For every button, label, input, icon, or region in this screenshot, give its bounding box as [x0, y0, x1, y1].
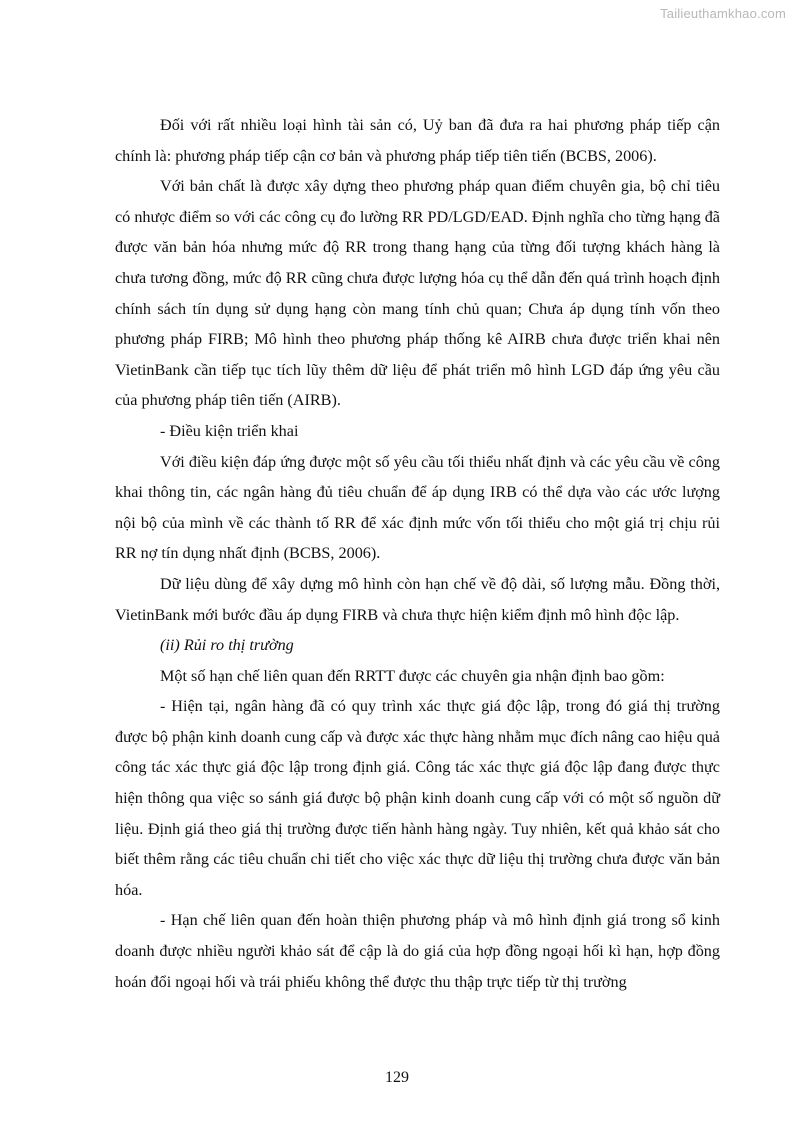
section-heading-market-risk: (ii) Rủi ro thị trường: [160, 636, 294, 655]
paragraph-market-risk-intro: Một số hạn chế liên quan đến RRTT được các chuyên gia nhận định bao gồm:: [160, 666, 665, 685]
paragraph-data-limits: Dữ liệu dùng để xây dựng mô hình còn hạn chế về độ dài, số lượng mẫu. Đồng thời, VietinBank mới bước đầu áp dụng FIRB và chưa thực hiện kiểm định mô hình độc lập.: [115, 574, 720, 624]
paragraph-valuation-limits: - Hạn chế liên quan đến hoàn thiện phương pháp và mô hình định giá trong sổ kinh doanh được nhiều người khảo sát để cập là do giá của hợp đồng ngoại hối kì hạn, hợp đồng hoán đổi ngoại hối và trái phiếu không thể được thu thập trực tiếp từ thị trường: [115, 911, 720, 991]
paragraph-irb-conditions: Với điều kiện đáp ứng được một số yêu cầu tối thiểu nhất định và các yêu cầu về công khai thông tin, các ngân hàng đủ tiêu chuẩn để áp dụng IRB có thể dựa vào các ước lượng nội bộ của mình về các thành tố RR để xác định mức vốn tối thiểu cho một giá trị chịu rủi RR nợ tín dụng nhất định (BCBS, 2006).: [115, 452, 720, 563]
page-number: 129: [385, 1069, 409, 1086]
document-body: [115, 110, 720, 997]
watermark-text: Tailieuthamkhao.com: [660, 6, 786, 21]
paragraph-expert-method: Với bản chất là được xây dựng theo phương pháp quan điểm chuyên gia, bộ chỉ tiêu có nhược điểm so với các công cụ đo lường RR PD/LGD/EAD. Định nghĩa cho từng hạng đã được văn bản hóa nhưng mức độ RR trong thang hạng của từng đối tượng khách hàng là chưa tương đồng, mức độ RR cũng chưa được lượng hóa cụ thể dẫn đến quá trình hoạch định chính sách tín dụng sử dụng hạng còn mang tính chủ quan; Chưa áp dụng tính vốn theo phương pháp FIRB; Mô hình theo phương pháp thống kê AIRB chưa được triển khai nên VietinBank cần tiếp tục tích lũy thêm dữ liệu để phát triển mô hình LGD đáp ứng yêu cầu của phương pháp tiên tiến (AIRB).: [115, 177, 720, 410]
paragraph-price-verification: - Hiện tại, ngân hàng đã có quy trình xác thực giá độc lập, trong đó giá thị trường được bộ phận kinh doanh cung cấp và được xác thực hàng nhằm mục đích nâng cao hiệu quả công tác xác thực giá độc lập trong định giá. Công tác xác thực giá độc lập đang được thực hiện thông qua việc so sánh giá được bộ phận kinh doanh cung cấp với có một số nguồn dữ liệu. Định giá theo giá thị trường được tiến hành hàng ngày. Tuy nhiên, kết quả khảo sát cho biết thêm rằng các tiêu chuẩn chi tiết cho việc xác thực dữ liệu thị trường chưa được văn bản hóa.: [115, 697, 720, 899]
paragraph-approaches: Đối với rất nhiều loại hình tài sản có, Uỷ ban đã đưa ra hai phương pháp tiếp cận chính là: phương pháp tiếp cận cơ bản và phương pháp tiếp tiên tiến (BCBS, 2006).: [115, 116, 720, 165]
paragraph-implementation-heading: - Điều kiện triển khai: [160, 421, 299, 440]
